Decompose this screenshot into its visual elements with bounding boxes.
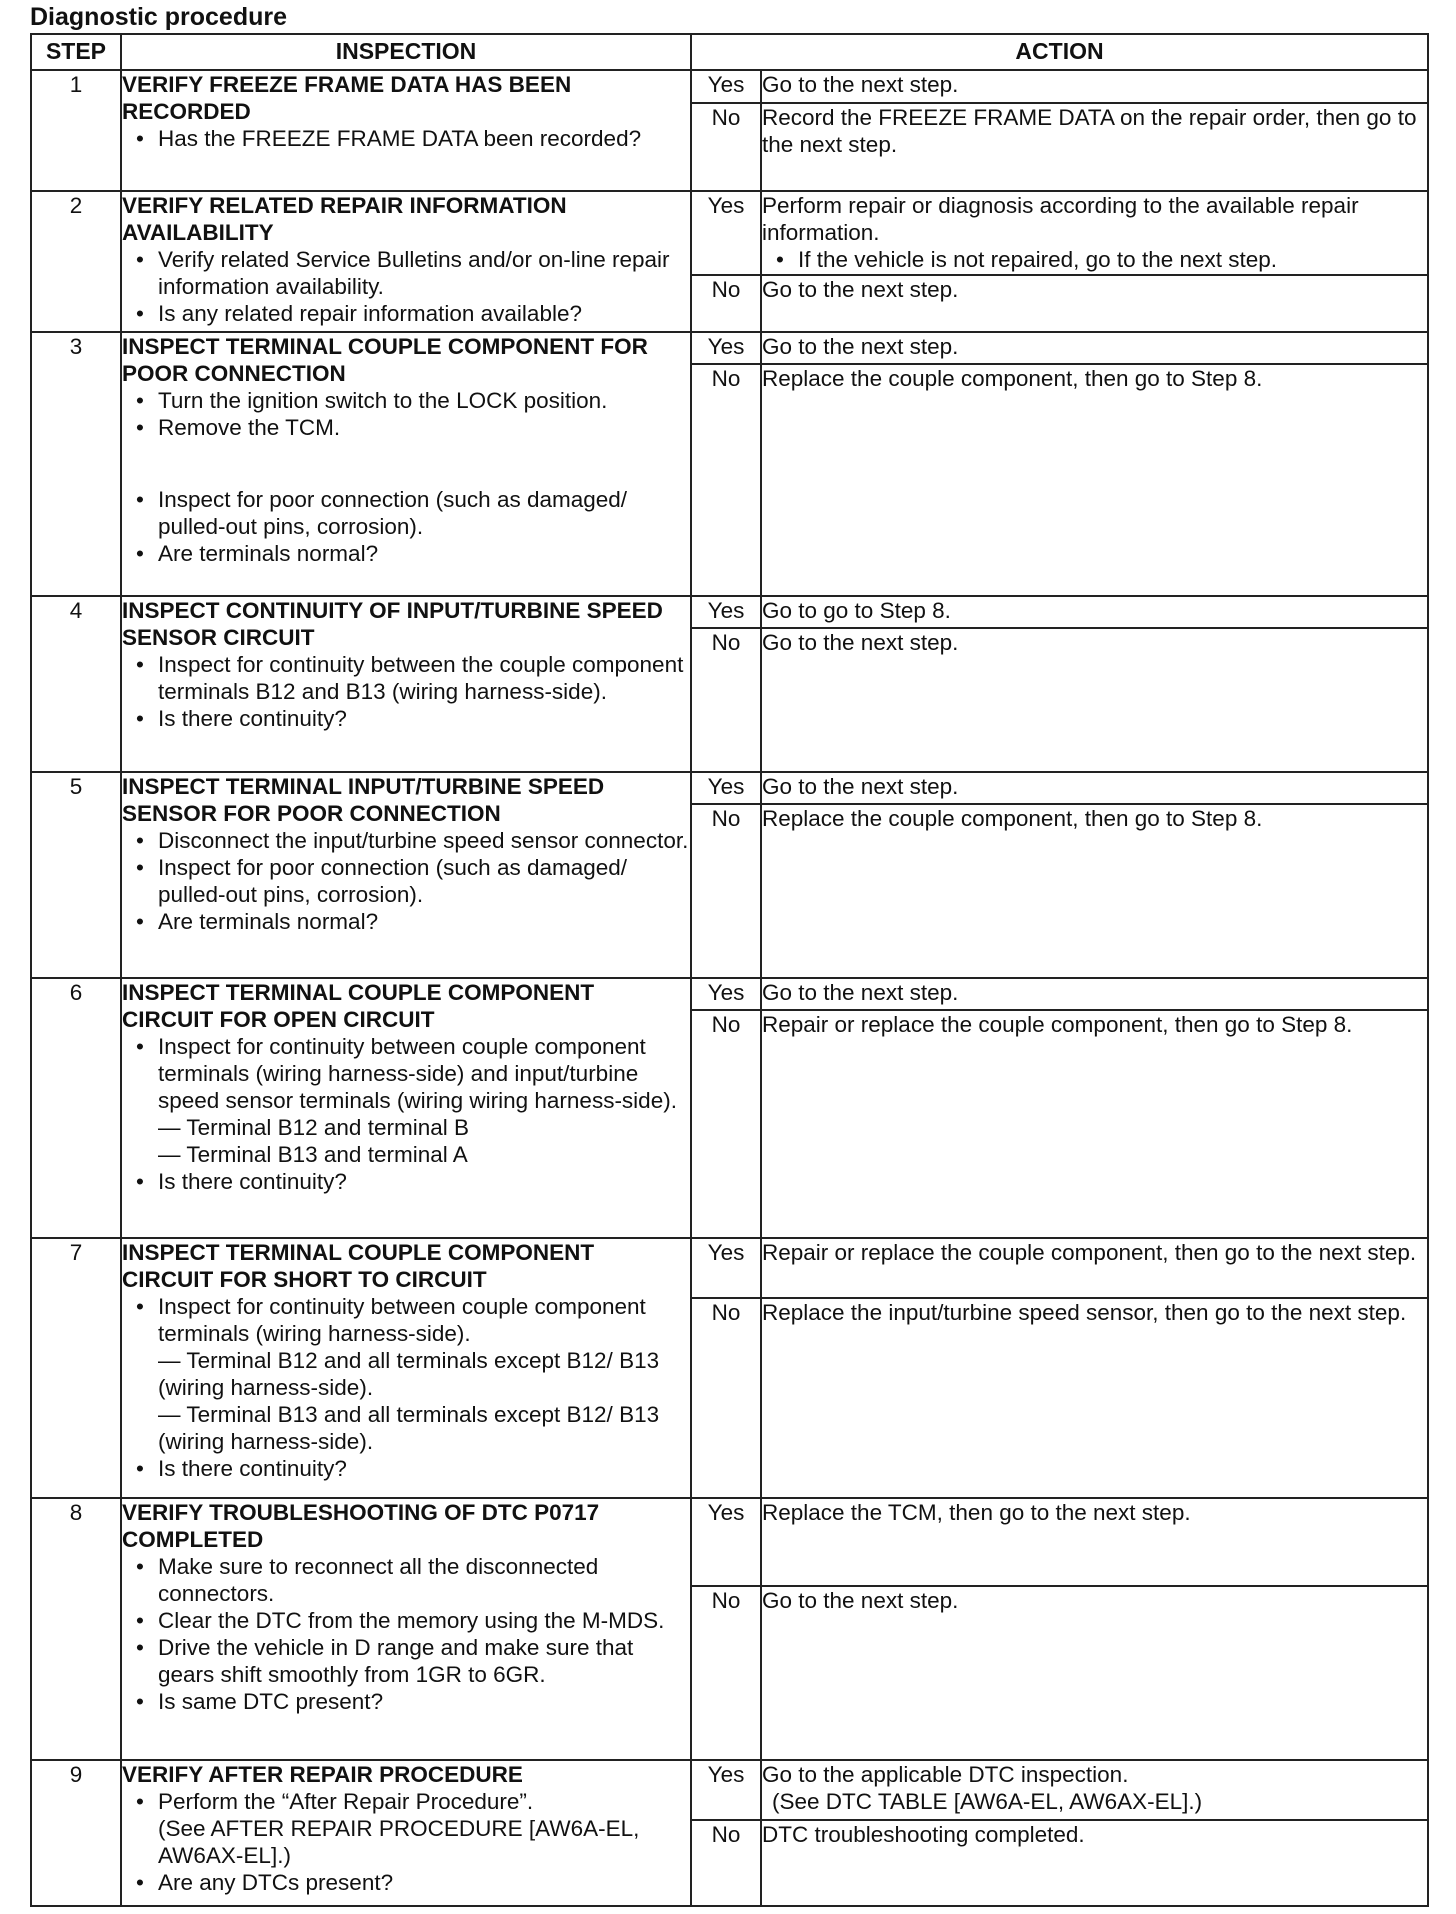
inspection-bullet: • Is there continuity? [122,1455,690,1482]
no-label: No [691,275,761,332]
inspection-bullet: • Are any DTCs present? [122,1869,690,1896]
inspection-bullet: • Is there continuity? [122,1168,690,1195]
step-row-yes [31,978,1428,1010]
diagnostic-table [30,33,1429,1907]
inspection-bullet: • Inspect for continuity between couple component terminals (wiring harness-side) and input/turbine speed sensor terminals (wiring wiring harness-side). [122,1033,690,1114]
inspection-bullet: • Make sure to reconnect all the disconnected connectors. [122,1553,690,1607]
no-action: Go to the next step. [761,628,1428,772]
inspection-cell [121,1498,691,1760]
inspection-bullet: • Clear the DTC from the memory using the M-MDS. [122,1607,690,1634]
yes-action: Go to the next step. [761,70,1428,103]
inspection-title: INSPECT CONTINUITY OF INPUT/TURBINE SPEED SENSOR CIRCUIT [122,598,663,650]
inspection-dash-item: — Terminal B12 and terminal B [158,1115,469,1140]
inspection-dash-item: — Terminal B13 and all terminals except B12/ B13 (wiring harness-side). [158,1402,660,1454]
inspection-bullet: • Is any related repair information available? [122,300,690,327]
inspection-bullet: • Inspect for continuity between the couple component terminals B12 and B13 (wiring harness-side). [122,651,690,705]
step-row-yes [31,1760,1428,1820]
no-action: Record the FREEZE FRAME DATA on the repair order, then go to the next step. [761,103,1428,191]
page-title: Diagnostic procedure [30,3,287,31]
yes-action: Go to the next step. [761,978,1428,1010]
yes-action [761,191,1428,275]
no-action: Replace the input/turbine speed sensor, then go to the next step. [761,1298,1428,1498]
inspection-dash-item: — Terminal B12 and all terminals except B12/ B13 (wiring harness-side). [158,1348,660,1400]
figure-gap [122,441,690,486]
inspection-cell [121,332,691,596]
step-number: 7 [31,1238,121,1498]
no-label: No [691,1298,761,1498]
inspection-bullet: • Inspect for poor connection (such as damaged/ pulled-out pins, corrosion). [122,854,690,908]
no-action: Go to the next step. [761,275,1428,332]
no-action: Replace the couple component, then go to Step 8. [761,364,1428,596]
step-number: 6 [31,978,121,1238]
step-row-yes [31,70,1428,103]
yes-action-note: (See DTC TABLE [AW6A-EL, AW6AX-EL].) [772,1789,1203,1814]
no-label: No [691,804,761,978]
yes-label: Yes [691,772,761,804]
inspection-cell [121,191,691,332]
no-label: No [691,1586,761,1760]
inspection-title: VERIFY TROUBLESHOOTING OF DTC P0717 COMPLETED [122,1500,600,1552]
inspection-title: INSPECT TERMINAL COUPLE COMPONENT CIRCUIT FOR SHORT TO CIRCUIT [122,1240,595,1292]
no-label: No [691,628,761,772]
header-row [31,34,1428,70]
yes-action: Replace the TCM, then go to the next step. [761,1498,1428,1586]
inspection-bullet: • Turn the ignition switch to the LOCK position. [122,387,690,414]
inspection-title: VERIFY RELATED REPAIR INFORMATION AVAILABILITY [122,193,567,245]
step-number: 3 [31,332,121,596]
step-row-yes [31,772,1428,804]
inspection-bullet: • Drive the vehicle in D range and make sure that gears shift smoothly from 1GR to 6GR. [122,1634,690,1688]
no-action: Repair or replace the couple component, then go to Step 8. [761,1010,1428,1238]
inspection-bullet: • Are terminals normal? [122,540,690,567]
step-number: 8 [31,1498,121,1760]
inspection-bullet: • Remove the TCM. [122,414,690,441]
step-row-yes [31,191,1428,275]
no-label: No [691,364,761,596]
inspection-title: INSPECT TERMINAL COUPLE COMPONENT CIRCUIT FOR OPEN CIRCUIT [122,980,595,1032]
yes-label: Yes [691,1238,761,1298]
step-number: 5 [31,772,121,978]
inspection-dash-item: — Terminal B13 and terminal A [158,1142,468,1167]
inspection-bullet: • Inspect for continuity between couple component terminals (wiring harness-side). [122,1293,690,1347]
step-number: 2 [31,191,121,332]
inspection-bullet: • Verify related Service Bulletins and/or on-line repair information availability. [122,246,690,300]
inspection-bullet: • Has the FREEZE FRAME DATA been recorded? [122,125,690,152]
inspection-bullet: • Inspect for poor connection (such as damaged/ pulled-out pins, corrosion). [122,486,690,540]
inspection-cell [121,1760,691,1906]
inspection-cell [121,596,691,772]
yes-label: Yes [691,978,761,1010]
yes-label: Yes [691,191,761,275]
inspection-cell [121,772,691,978]
no-label: No [691,1820,761,1906]
inspection-title: INSPECT TERMINAL INPUT/TURBINE SPEED SENSOR FOR POOR CONNECTION [122,774,605,826]
yes-action: Go to the next step. [761,332,1428,364]
inspection-note: (See AFTER REPAIR PROCEDURE [AW6A-EL, AW6AX-EL].) [158,1816,640,1868]
yes-label: Yes [691,1760,761,1820]
step-number: 4 [31,596,121,772]
inspection-cell [121,1238,691,1498]
no-action: Go to the next step. [761,1586,1428,1760]
yes-label: Yes [691,70,761,103]
no-label: No [691,103,761,191]
inspection-bullet: • Perform the “After Repair Procedure”. [122,1788,690,1815]
inspection-title: VERIFY AFTER REPAIR PROCEDURE [122,1762,523,1787]
yes-action: Go to the next step. [761,772,1428,804]
step-row-yes [31,1498,1428,1586]
yes-action [761,1760,1428,1820]
inspection-cell [121,978,691,1238]
step-row-yes [31,596,1428,628]
no-label: No [691,1010,761,1238]
inspection-bullet: • Is there continuity? [122,705,690,732]
yes-action-text: Go to the applicable DTC inspection. [762,1762,1129,1787]
step-row-yes [31,1238,1428,1298]
no-action: DTC troubleshooting completed. [761,1820,1428,1906]
header-inspection: INSPECTION [121,34,691,70]
step-number: 1 [31,70,121,191]
header-action: ACTION [691,34,1428,70]
yes-label: Yes [691,1498,761,1586]
no-action: Replace the couple component, then go to Step 8. [761,804,1428,978]
inspection-title: INSPECT TERMINAL COUPLE COMPONENT FOR POOR CONNECTION [122,334,648,386]
yes-action: Repair or replace the couple component, then go to the next step. [761,1238,1428,1298]
yes-label: Yes [691,596,761,628]
inspection-bullet: • Are terminals normal? [122,908,690,935]
inspection-title: VERIFY FREEZE FRAME DATA HAS BEEN RECORDED [122,72,572,124]
yes-label: Yes [691,332,761,364]
yes-action-text: Perform repair or diagnosis according to the available repair information. [762,193,1359,245]
step-number: 9 [31,1760,121,1906]
inspection-bullet: • Is same DTC present? [122,1688,690,1715]
step-row-yes [31,332,1428,364]
header-step: STEP [31,34,121,70]
inspection-bullet: • Disconnect the input/turbine speed sensor connector. [122,827,690,854]
yes-action-sub: • If the vehicle is not repaired, go to the next step. [762,246,1427,273]
yes-action: Go to go to Step 8. [761,596,1428,628]
inspection-cell [121,70,691,191]
